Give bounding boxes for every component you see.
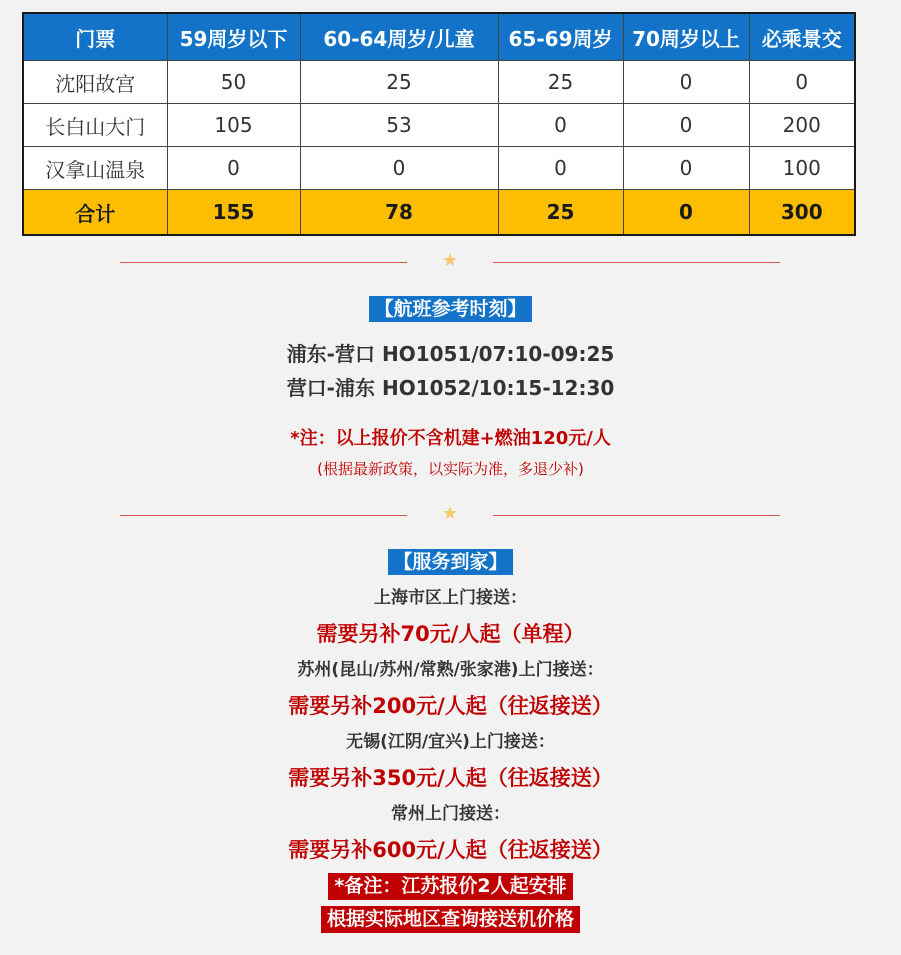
table-row (23, 61, 855, 104)
header-cell: 65-69周岁 (498, 13, 623, 61)
table-cell: 105 (167, 104, 300, 147)
section-divider (120, 503, 780, 526)
service-area: 无锡(江阴/宜兴)上门接送： (346, 732, 555, 752)
star-icon: ★ (441, 250, 459, 271)
table-row (23, 104, 855, 147)
price-note: *注：以上报价不含机建+燃油120元/人 (290, 428, 611, 449)
table-cell: 0 (498, 147, 623, 190)
table-row (23, 147, 855, 190)
service-area: 上海市区上门接送： (374, 588, 527, 608)
service-section (0, 549, 901, 933)
flight-return: 营口-浦东 HO1052/10:15-12:30 (286, 376, 615, 400)
remark-banner: *备注：江苏报价2人起安排 (328, 873, 572, 900)
header-cell: 必乘景交 (749, 13, 855, 61)
table-cell: 0 (623, 147, 749, 190)
service-area: 苏州(昆山/苏州/常熟/张家港)上门接送： (297, 660, 604, 680)
total-cell: 25 (498, 190, 623, 236)
total-cell: 0 (623, 190, 749, 236)
table-cell: 0 (300, 147, 498, 190)
total-cell: 300 (749, 190, 855, 236)
ticket-price-table (22, 12, 856, 236)
divider-line (493, 262, 780, 263)
service-price: 需要另补70元/人起（单程） (316, 622, 585, 646)
flight-section (0, 296, 901, 405)
table-cell: 50 (167, 61, 300, 104)
service-price: 需要另补600元/人起（往返接送） (288, 838, 613, 862)
table-cell: 0 (498, 104, 623, 147)
section-divider (120, 250, 780, 273)
header-cell: 门票 (23, 13, 167, 61)
table-header-row (23, 13, 855, 61)
total-cell: 合计 (23, 190, 167, 236)
price-note-section (0, 424, 901, 484)
table-cell: 0 (623, 104, 749, 147)
total-cell: 155 (167, 190, 300, 236)
header-cell: 59周岁以下 (167, 13, 300, 61)
table-cell: 53 (300, 104, 498, 147)
flight-heading: 【航班参考时刻】 (369, 296, 531, 322)
remark-banner: 根据实际地区查询接送机价格 (321, 906, 580, 933)
service-price: 需要另补200元/人起（往返接送） (288, 694, 613, 718)
divider-line (493, 515, 780, 516)
header-cell: 70周岁以上 (623, 13, 749, 61)
table-total-row (23, 190, 855, 236)
star-icon: ★ (441, 503, 459, 524)
table-cell: 100 (749, 147, 855, 190)
price-subnote: (根据最新政策，以实际为准，多退少补) (317, 460, 584, 478)
table-cell: 0 (167, 147, 300, 190)
header-cell: 60-64周岁/儿童 (300, 13, 498, 61)
table-cell: 0 (749, 61, 855, 104)
service-price: 需要另补350元/人起（往返接送） (288, 766, 613, 790)
service-area: 常州上门接送： (391, 804, 510, 824)
table-cell: 200 (749, 104, 855, 147)
table-cell: 长白山大门 (23, 104, 167, 147)
table-cell: 25 (300, 61, 498, 104)
table-cell: 汉拿山温泉 (23, 147, 167, 190)
total-cell: 78 (300, 190, 498, 236)
table-cell: 沈阳故宫 (23, 61, 167, 104)
table-cell: 25 (498, 61, 623, 104)
service-heading: 【服务到家】 (388, 549, 512, 575)
flight-outbound: 浦东-营口 HO1051/07:10-09:25 (286, 342, 615, 366)
table-cell: 0 (623, 61, 749, 104)
